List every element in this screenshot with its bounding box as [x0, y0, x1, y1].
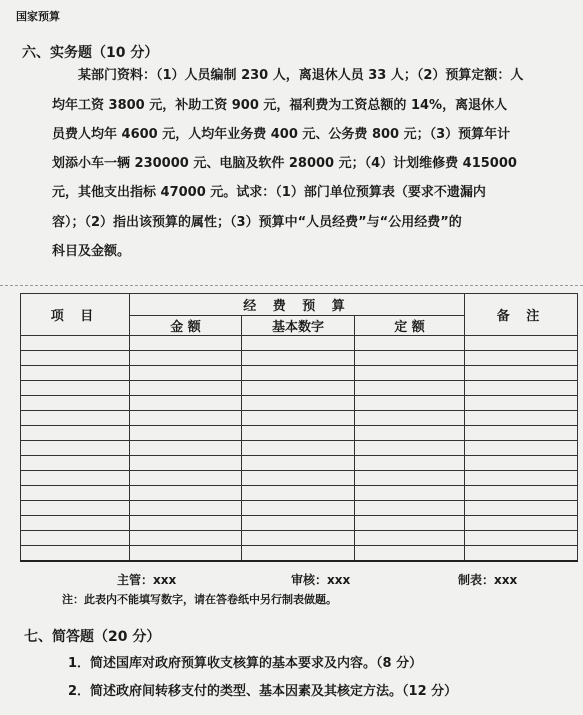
col-header-quota [355, 316, 465, 336]
table-cell [130, 381, 242, 396]
table-cell [242, 351, 355, 366]
table-cell [21, 456, 130, 471]
table-header-row-1 [21, 294, 578, 316]
col-header-basic [242, 316, 355, 336]
section-6-heading: 六、实务题（10 分） [22, 45, 159, 61]
table-cell [130, 411, 242, 426]
table-cell [465, 381, 578, 396]
table-cell [355, 351, 465, 366]
table-cell [465, 471, 578, 486]
table-row [21, 531, 578, 546]
table-row [21, 336, 578, 351]
table-row [21, 546, 578, 562]
col-header-budget-label: 经 费 预 算 [243, 299, 351, 314]
col-header-remark [465, 294, 578, 336]
table-cell [465, 351, 578, 366]
table-cell [130, 336, 242, 351]
table-cell [242, 546, 355, 562]
table-cell [355, 396, 465, 411]
table-cell [465, 441, 578, 456]
col-header-item-label: 项 目 [50, 309, 100, 324]
table-cell [21, 411, 130, 426]
table-cell [242, 531, 355, 546]
col-header-amount [130, 316, 242, 336]
section-7-heading: 七、简答题（20 分） [24, 629, 161, 645]
table-row [21, 441, 578, 456]
document-title: 国家预算 [16, 10, 60, 23]
table-row [21, 486, 578, 501]
table-cell [21, 351, 130, 366]
table-cell [242, 501, 355, 516]
problem-text-line-3: 员费人均年 4600 元，人均年业务费 400 元、公务费 800 元；（3）预算年计 [52, 127, 511, 142]
table-cell [465, 366, 578, 381]
table-cell [242, 486, 355, 501]
table-cell [355, 516, 465, 531]
question-1: 1．简述国库对政府预算收支核算的基本要求及内容。（8 分） [68, 656, 423, 671]
col-header-amount-label: 金 额 [170, 320, 201, 335]
table-cell [242, 411, 355, 426]
table-row [21, 381, 578, 396]
question-2: 2．简述政府间转移支付的类型、基本因素及其核定方法。（12 分） [68, 684, 458, 699]
table-cell [355, 531, 465, 546]
table-cell [21, 441, 130, 456]
table-cell [242, 336, 355, 351]
table-cell [242, 426, 355, 441]
table-cell [130, 456, 242, 471]
table-cell [355, 486, 465, 501]
table-cell [21, 501, 130, 516]
table-cell [355, 426, 465, 441]
table-cell [465, 486, 578, 501]
col-header-budget-group [130, 294, 465, 316]
table-cell [130, 546, 242, 562]
col-header-basic-label: 基本数字 [271, 320, 324, 335]
table-cell [242, 441, 355, 456]
table-cell [355, 441, 465, 456]
table-row [21, 471, 578, 486]
table-cell [130, 501, 242, 516]
supervisor-signature: 主管：xxx [117, 573, 177, 587]
table-cell [130, 471, 242, 486]
table-cell [130, 531, 242, 546]
table-cell [465, 546, 578, 562]
table-row [21, 396, 578, 411]
table-cell [242, 456, 355, 471]
table-cell [130, 516, 242, 531]
table-cell [21, 396, 130, 411]
table-cell [465, 411, 578, 426]
table-cell [130, 441, 242, 456]
table-cell [355, 456, 465, 471]
table-cell [130, 366, 242, 381]
col-header-quota-label: 定 额 [394, 320, 425, 335]
table-cell [21, 336, 130, 351]
table-cell [465, 336, 578, 351]
reviewer-signature: 审核：xxx [291, 573, 351, 587]
table-cell [355, 411, 465, 426]
table-cell [21, 471, 130, 486]
table-cell [21, 546, 130, 562]
table-cell [130, 486, 242, 501]
table-cell [21, 381, 130, 396]
table-cell [465, 516, 578, 531]
table-cell [21, 531, 130, 546]
table-cell [242, 516, 355, 531]
table-cell [465, 426, 578, 441]
table-row [21, 501, 578, 516]
problem-text-line-4: 划添小车一辆 230000 元、电脑及软件 28000 元；（4）计划维修费 415000 [52, 156, 517, 171]
table-row [21, 411, 578, 426]
preparer-signature: 制表：xxx [458, 573, 518, 587]
table-cell [355, 336, 465, 351]
problem-text-line-1: 某部门资料：（1）人员编制 230 人，离退休人员 33 人；（2）预算定额：人 [78, 68, 524, 83]
table-note: 注：此表内不能填写数字，请在答卷纸中另行制表做题。 [62, 593, 337, 606]
table-cell [242, 366, 355, 381]
divider-line [0, 285, 583, 286]
table-cell [355, 501, 465, 516]
table-cell [21, 366, 130, 381]
problem-text-line-5: 元，其他支出指标 47000 元。试求：（1）部门单位预算表（要求不遗漏内 [52, 185, 486, 200]
table-cell [465, 456, 578, 471]
table-row [21, 426, 578, 441]
table-cell [130, 396, 242, 411]
problem-text-line-2: 均年工资 3800 元，补助工资 900 元，福利费为工资总额的 14%，离退休人 [52, 98, 508, 113]
table-cell [130, 426, 242, 441]
table-cell [21, 516, 130, 531]
table-cell [242, 396, 355, 411]
budget-table [20, 293, 578, 562]
problem-text-line-7: 科目及金额。 [52, 244, 131, 259]
col-header-item [21, 294, 130, 336]
table-cell [242, 471, 355, 486]
table-row [21, 366, 578, 381]
table-cell [355, 381, 465, 396]
table-cell [465, 501, 578, 516]
table-cell [465, 396, 578, 411]
table-cell [130, 351, 242, 366]
table-cell [465, 531, 578, 546]
problem-text-line-6: 容）；（2）指出该预算的属性；（3）预算中“人员经费”与“公用经费”的 [52, 215, 462, 230]
table-cell [21, 486, 130, 501]
col-header-remark-label: 备 注 [496, 309, 546, 324]
table-row [21, 456, 578, 471]
table-row [21, 516, 578, 531]
table-cell [355, 366, 465, 381]
table-row [21, 351, 578, 366]
table-cell [21, 426, 130, 441]
table-cell [355, 471, 465, 486]
table-cell [242, 381, 355, 396]
table-cell [355, 546, 465, 562]
